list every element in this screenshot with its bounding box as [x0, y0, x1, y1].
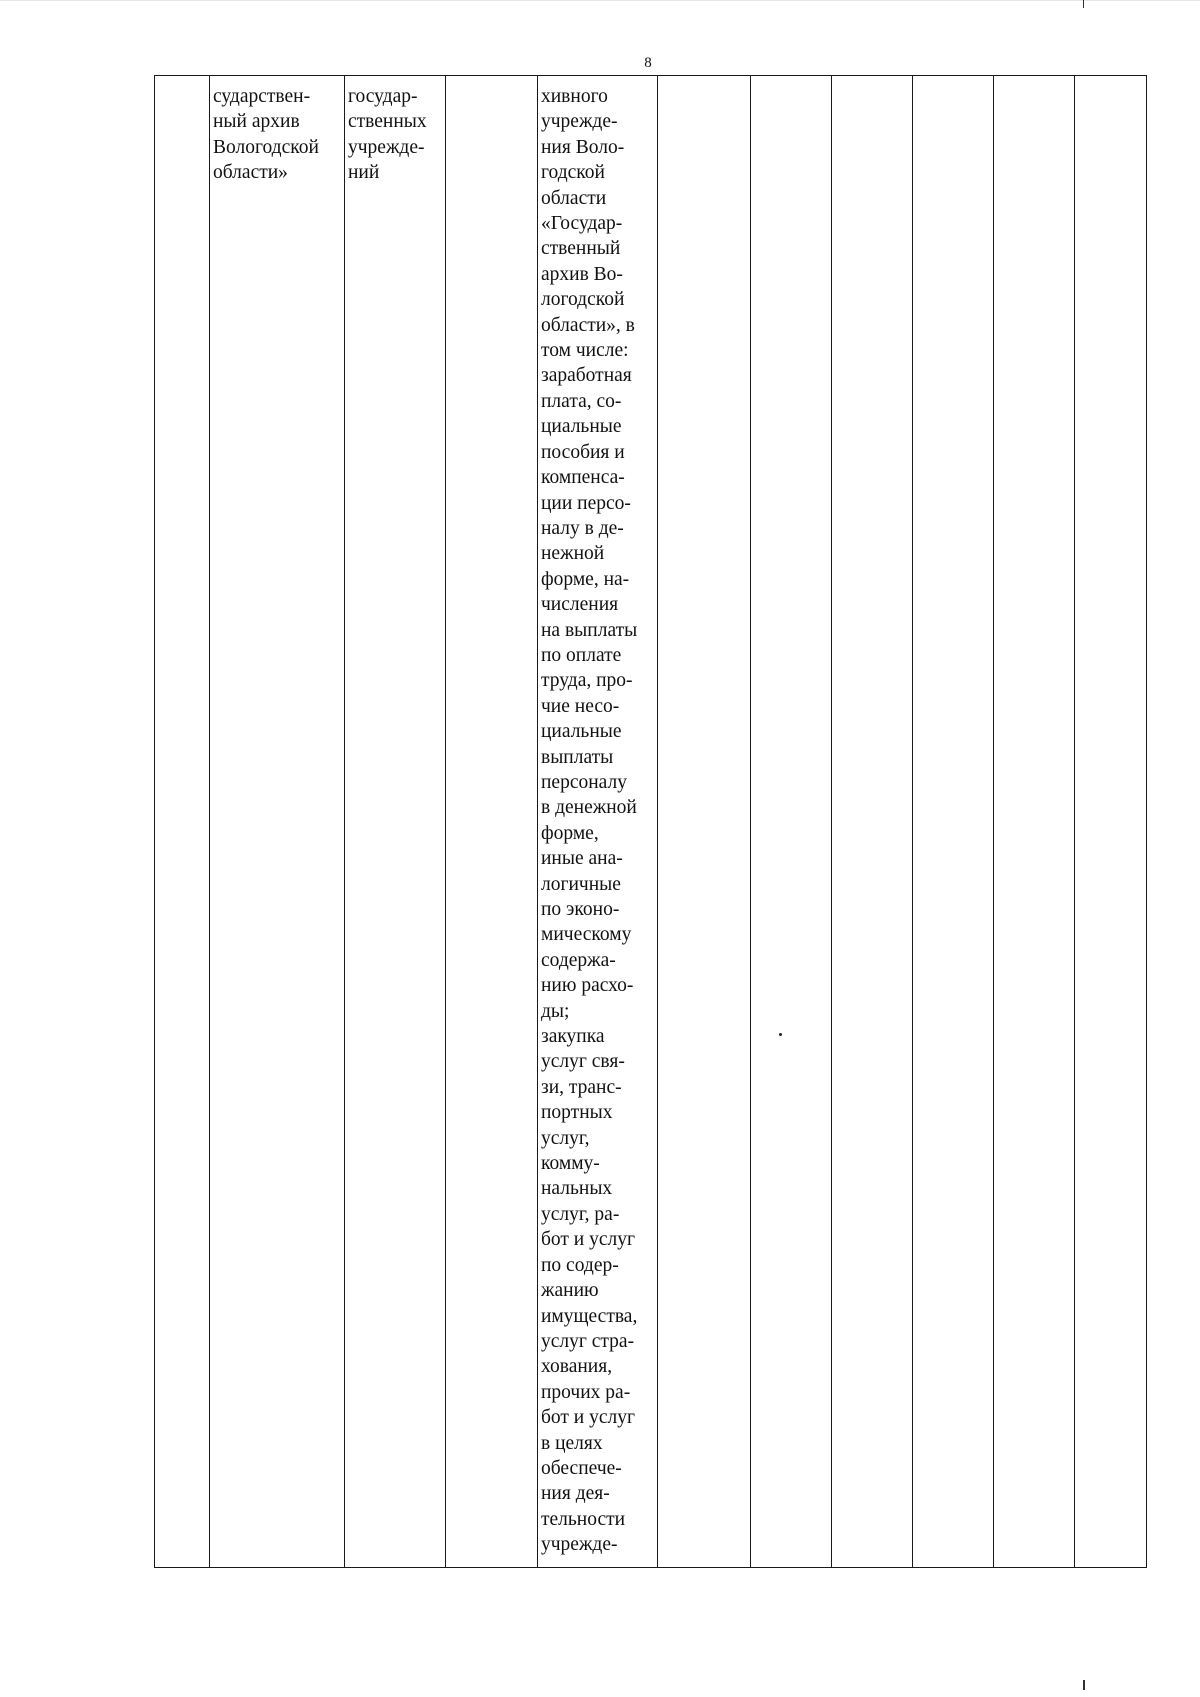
- cell-3-text: государ- ственных учрежде- ний: [348, 86, 427, 184]
- page-number: 8: [644, 55, 652, 71]
- cell-2-text: сударствен- ный архив Вологодской области»: [213, 86, 319, 184]
- document-table: [154, 75, 1147, 1568]
- table-cell-5: [538, 76, 658, 1568]
- table-cell-10: [994, 76, 1075, 1568]
- table-cell-6: [658, 76, 751, 1568]
- scan-mark-top: [1083, 0, 1084, 8]
- table-cell-9: [913, 76, 994, 1568]
- table-cell-8: [832, 76, 913, 1568]
- table-cell-7: [751, 76, 832, 1568]
- scan-mark-bottom: [1083, 1680, 1085, 1690]
- scan-speck: [779, 1033, 782, 1036]
- scan-edge-line: [0, 0, 1200, 1]
- table-cell-2: [210, 76, 345, 1568]
- table-cell-4: [446, 76, 538, 1568]
- table-cell-3: [345, 76, 446, 1568]
- cell-5-text: хивного учрежде- ния Воло- годской области «Государ- ственный архив Во- логодской области», в том числе: заработная плата, со- циальные пособия и компенса- ции персо- налу в де- нежной форме, на- числения на выплаты по оплате труда, про- чие несо- циальные выплаты персоналу в денежной форме, иные ана- логичные по эконо- мическому содержа- нию расхо- ды; закупка услуг свя- зи, транс- портных услуг, комму- нальных услуг, ра- бот и услуг по содер- жанию имущества, услуг стра- хования, прочих ра- бот и услуг в целях обеспече- ния дея- тельности учрежде-: [541, 86, 638, 1556]
- table-row: [155, 76, 1147, 1568]
- table-cell-1: [155, 76, 210, 1568]
- table-cell-11: [1075, 76, 1147, 1568]
